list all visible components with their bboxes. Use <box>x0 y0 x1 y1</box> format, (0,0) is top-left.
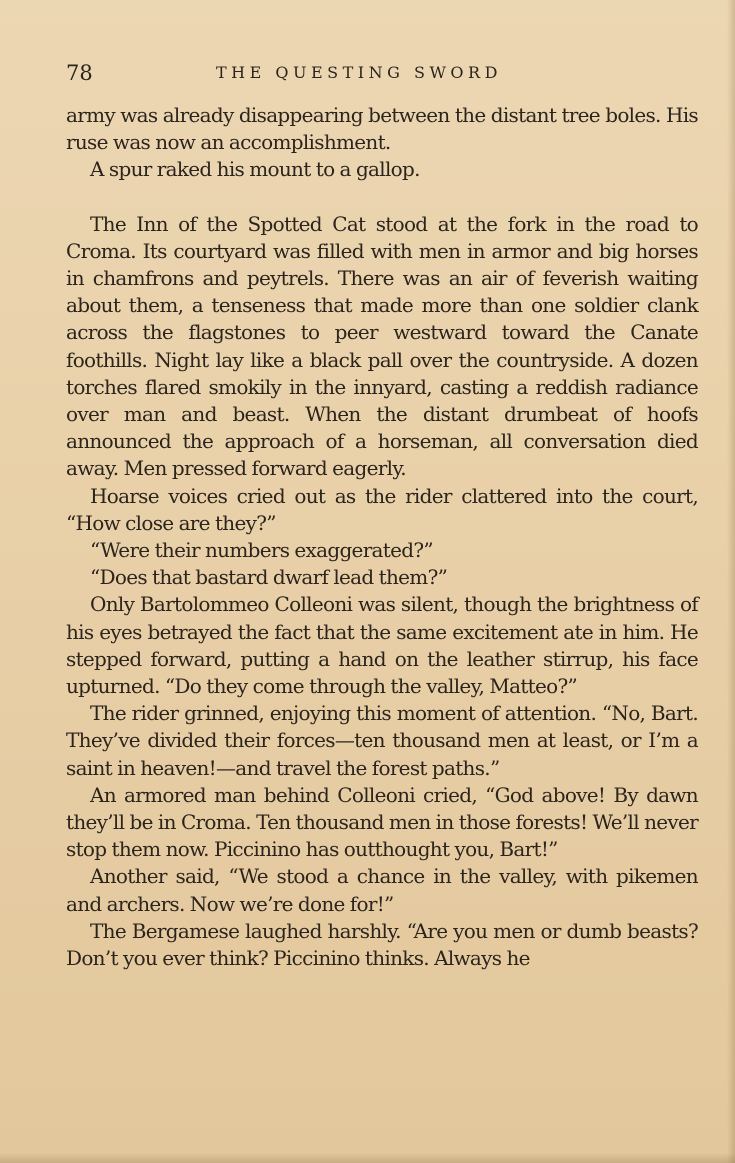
paragraph: An armored man behind Colleoni cried, “God above! By dawn they’ll be in Croma. Ten thousand men in those forests! We’ll never stop them now. Piccinino has outthought you, Bart!” <box>66 782 698 862</box>
paragraph: “Were their numbers exaggerated?” <box>90 538 433 563</box>
paragraph: Only Bartolommeo Colleoni was silent, though the brightness of his eyes betrayed the fact that the same excitement ate in him. He stepped forward, putting a hand on the leather stirrup, his face upturned. “Do they come through the valley, Matteo?” <box>66 592 698 699</box>
paragraph: Hoarse voices cried out as the rider clattered into the court, “How close are they?” <box>66 483 698 535</box>
paragraph: Another said, “We stood a chance in the valley, with pikemen and archers. Now we’re done for!” <box>66 864 698 916</box>
page-header <box>66 58 698 88</box>
paragraph: The rider grinned, enjoying this moment of attention. “No, Bart. They’ve divided their forces—ten thousand men at least, or I’m a saint in heaven!—and travel the forest paths.” <box>66 701 698 780</box>
paragraph: “Does that bastard dwarf lead them?” <box>90 565 448 590</box>
paragraph-section-start: The Inn of the Spotted Cat stood at the fork in the road to Croma. Its courtyard was filled with men in armor and big horses in chamfrons and peytrels. There was an air of feverish waiting about them, a tenseness that made more than one soldier clank across the flagstones to peer westward toward the Canate foothills. Night lay like a black pall over the countryside. A dozen torches flared smokily in the innyard, casting a reddish radiance over man and beast. When the distant drumbeat of hoofs announced the approach of a horseman, all conversation died away. Men pressed forward eagerly. <box>66 211 698 481</box>
paragraph-continued: army was already disappearing between the distant tree boles. His ruse was now an accomplishment. <box>66 103 698 155</box>
paragraph: A spur raked his mount to a gallop. <box>90 157 420 182</box>
body-text <box>66 102 698 972</box>
page-edge-shadow <box>727 0 735 1163</box>
page-bottom-shadow <box>0 1153 735 1163</box>
page-number: 78 <box>66 61 93 85</box>
paragraph: The Bergamese laughed harshly. “Are you men or dumb beasts? Don’t you ever think? Piccinino thinks. Always he <box>66 918 698 971</box>
running-title: THE QUESTING SWORD <box>216 63 502 82</box>
